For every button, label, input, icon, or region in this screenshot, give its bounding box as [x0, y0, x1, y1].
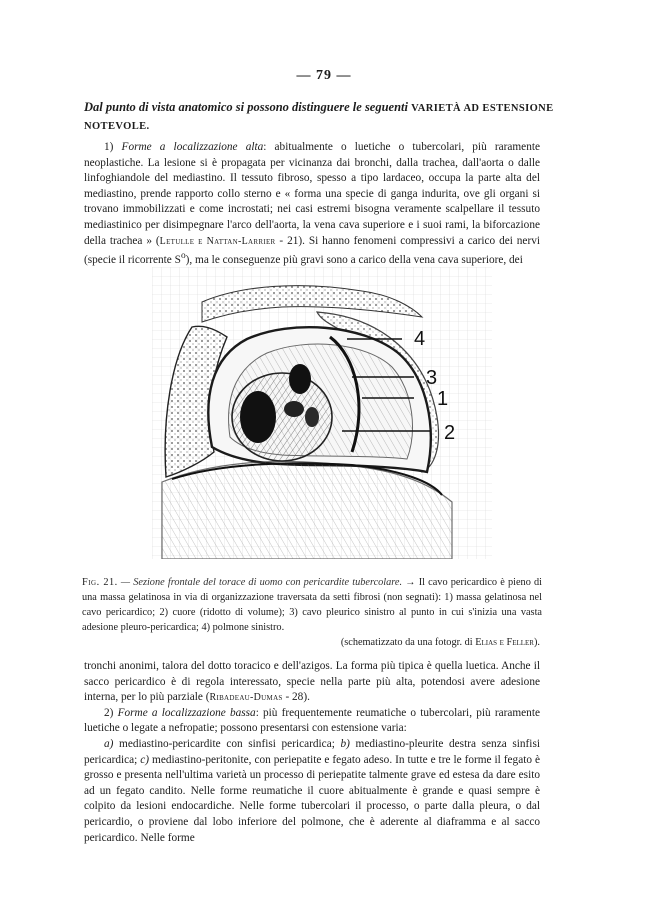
anatomical-figure: [152, 267, 492, 559]
author-citation: Letulle e Nattan-Larrier: [159, 235, 276, 247]
heart-chamber-mid: [284, 401, 304, 417]
section-heading: [84, 99, 562, 135]
item-c-text: mediastino-peritonite, con periepatite e fegato adeso. In tutte e tre le forme il fegato è grosso e presenta nell'ultima varietà un processo di periepatite talmente grave ed estesa da dare esito ad un fegato candito. Nelle forme reumatiche il cuore abitualmente è grande e quasi sempre è colpito da lesioni endocardiche. Nelle forme tubercolari il processo, o parte dalla pleura, o dal pericardio, o proviene dal lobo inferiore del polmone, che è aderente al diaframma e al sacco pericardico. Nelle forme: [84, 753, 541, 844]
heart-chamber-right: [305, 407, 319, 427]
list-number-2: 2): [104, 706, 114, 719]
caption-body: → Il cavo pericardico è pieno di una massa gelatinosa in via di organizzazione traversata da setti fibrosi (non segnati): 1) massa gelatinosa nel cavo pericardico; 2) cuore (ridotto di volume); 3) cavo pleurico sinistro al punto in cui s'inizia una vasta adesione pleuro-pericardica; 4) polmone sinistro.: [82, 577, 543, 633]
figure-label-3: 3: [426, 367, 438, 389]
credit-text: (schematizzato da una fotogr. di: [340, 637, 473, 648]
paragraph-text: : più frequentemente reumatiche o tubercolari, più raramente luetiche o legate a nefropatie; possono presentarsi con estensione varia:: [84, 706, 540, 735]
item-a-text: mediastino-pericardite con sinfisi pericardica;: [113, 737, 341, 750]
paragraph-text: tronchi anonimi, talora del dotto toracico e dell'azigos. La forma più tipica è quella luetica. Anche il sacco pericardico è di regola interessato, specie nella parte più alta, potendosi avere adesione interna, per lo più parziale (: [84, 660, 540, 704]
paragraph-text: : abitualmente o luetiche o tubercolari, più raramente neoplastiche. La lesione si è propagata per vicinanza dai bronchi, dalla trachea, dall'aorta o dalle linfoghiandole del mediastino. Il tessuto fibroso, spesso a tipo lardaceo, occupa la parte alta del mediastino, prende rapporto collo sterno e « forma una specie di ganga indurita, ove gli organi si trovano immobilizzati e come incrostati; nei casi estremi bisogna veramente scalpellare il tessuto mediastinico per disimpegnare l'arco dell'aorta, la vena cava superiore e i suoi rami, la biforcazione della trachea » (: [84, 141, 540, 247]
credit-authors: Elias e Feller: [475, 637, 534, 648]
list-number-1: 1): [104, 141, 114, 153]
citation-ref: - 21). Si hanno fenomeni compressivi a carico dei nervi (specie il ricorrente S: [84, 234, 540, 266]
heading-smallcaps: VARIETÀ AD ESTENSIONE NOTEVOLE.: [84, 103, 554, 132]
caption-title: — Sezione frontale del torace di uomo con pericardite tubercolare.: [120, 577, 403, 588]
heart-chamber-top: [289, 364, 311, 394]
superscript: o: [180, 251, 186, 262]
credit-end: ).: [533, 637, 540, 648]
figure-label-2: 2: [444, 422, 456, 444]
paragraph-forme-alta: [84, 140, 540, 269]
author-citation: Ribadeau-Dumas: [209, 692, 283, 704]
caption-label: Fig. 21.: [82, 577, 118, 588]
heading-italic: Dal punto di vista anatomico si possono distinguere le seguenti: [84, 100, 408, 114]
list-letter-b: b): [340, 737, 350, 750]
page-number: — 79 —: [296, 68, 352, 83]
list-letter-a: a): [104, 737, 114, 750]
figure-label-4: 4: [414, 328, 426, 350]
figure-label-1: 1: [437, 388, 449, 410]
list-letter-c: c): [140, 753, 150, 766]
figure-caption: [82, 575, 542, 650]
citation-ref: - 28).: [282, 691, 310, 704]
heart-chamber-left: [240, 391, 276, 443]
paragraph-title-alta: Forme a localizzazione alta: [121, 141, 264, 153]
paragraph-text: ), ma le conseguenze più gravi sono a carico della vena cava superiore, dei: [185, 253, 523, 266]
paragraph-forme-bassa: [84, 659, 540, 846]
item-b-text: mediastino-pleurite destra senza sinfisi pericardica;: [84, 737, 540, 766]
paragraph-title-bassa: Forme a localizzazione bassa: [117, 706, 256, 719]
caption-credit: [82, 635, 542, 650]
